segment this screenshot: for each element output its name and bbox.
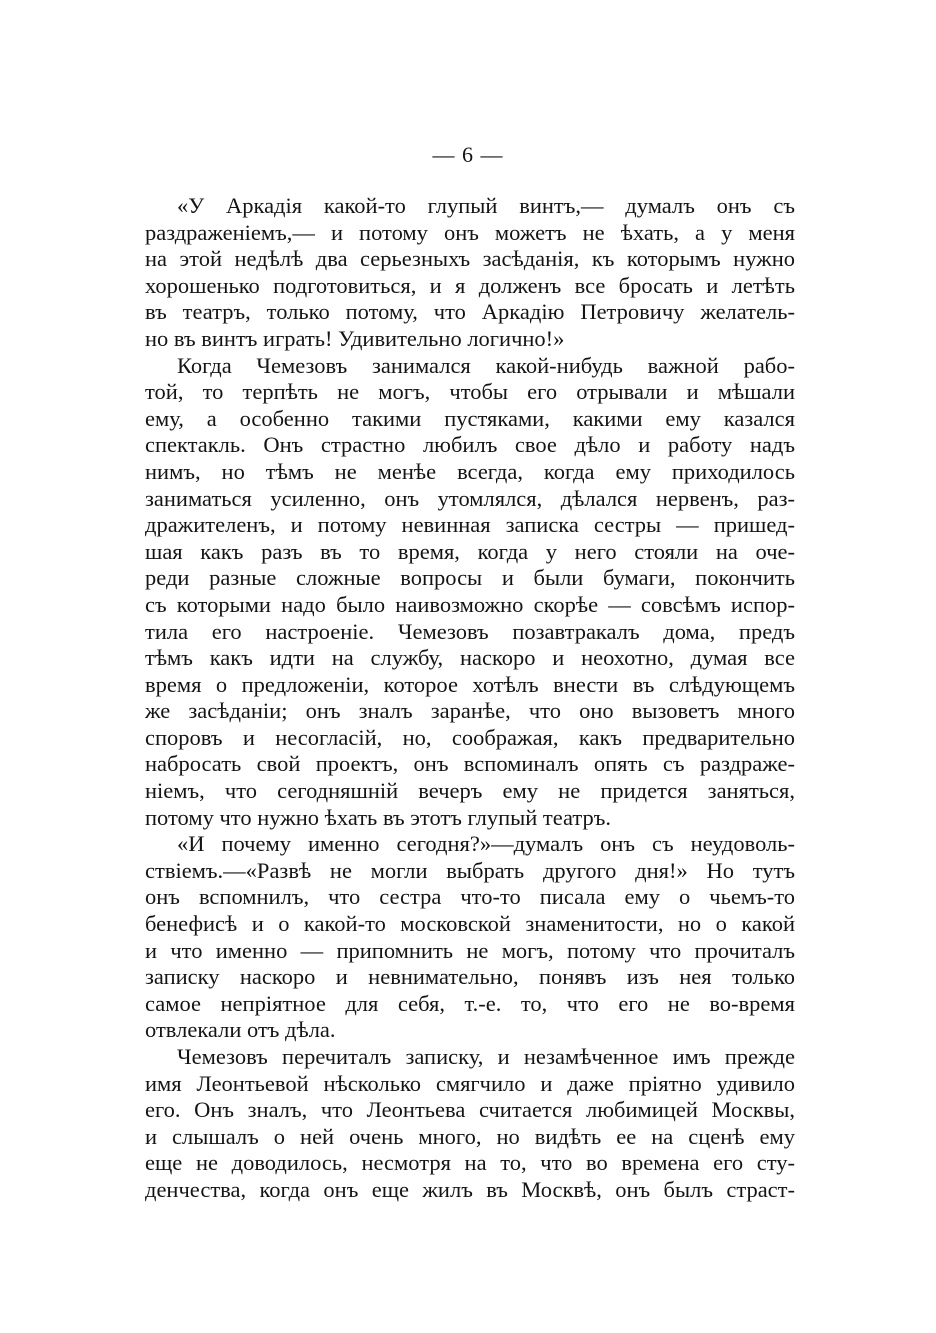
text-line: самое непріятное для себя, т.-е. то, что его не во-время [145, 990, 795, 1016]
text-line: еще не доводилось, несмотря на то, что во времена его сту- [145, 1150, 795, 1176]
text-line: онъ вспомнилъ, что сестра что-то писала ему о чьемъ-то [145, 884, 795, 910]
text-line: заниматься усиленно, онъ утомлялся, дѣлался нервенъ, раз- [145, 485, 795, 511]
paragraph-3 [145, 831, 795, 1044]
text-line: же засѣданіи; онъ зналъ заранѣе, что оно вызоветъ много [145, 698, 795, 724]
text-line: реди разные сложные вопросы и были бумаги, покончить [145, 565, 795, 591]
text-line: записку наскоро и невнимательно, понявъ изъ нея только [145, 964, 795, 990]
text-line: ніемъ, что сегодняшній вечеръ ему не придется заняться, [145, 778, 795, 804]
paragraph-1 [145, 193, 795, 353]
text-line: тѣмъ какъ идти на службу, наскоро и неохотно, думая все [145, 645, 795, 671]
text-line: спектакль. Онъ страстно любилъ свое дѣло и работу надъ [145, 432, 795, 458]
text-line: отвлекали отъ дѣла. [145, 1017, 336, 1043]
text-line: тила его настроеніе. Чемезовъ позавтракалъ дома, предъ [145, 618, 795, 644]
text-line: денчества, когда онъ еще жилъ въ Москвѣ, онъ былъ страст- [145, 1176, 795, 1202]
text-line: Когда Чемезовъ занимался какой-нибудь важной рабо- [177, 352, 795, 378]
text-line: и слышалъ о ней очень много, но видѣть ее на сценѣ ему [145, 1123, 795, 1149]
text-line: но въ винтъ играть! Удивительно логично!» [145, 325, 565, 351]
text-line: «И почему именно сегодня?»—думалъ онъ съ неудоволь- [177, 831, 795, 857]
text-line: имя Леонтьевой нѣсколько смягчило и даже пріятно удивило [145, 1070, 795, 1096]
text-line: Чемезовъ перечиталъ записку, и незамѣченное имъ прежде [177, 1044, 795, 1069]
text-line: бенефисѣ и о какой-то московской знаменитости, но о какой [145, 911, 795, 937]
text-line: нимъ, но тѣмъ не менѣе всегда, когда ему приходилось [145, 458, 795, 484]
text-line: той, то терпѣть не могъ, чтобы его отрывали и мѣшали [145, 379, 795, 405]
text-line: шая какъ разъ въ то время, когда у него стояли на оче- [145, 538, 795, 564]
text-line: ему, а особенно такими пустяками, какими ему казался [145, 405, 795, 431]
paragraph-2 [145, 353, 795, 832]
text-line: раздраженіемъ,— и потому онъ можетъ не ѣхать, а у меня [145, 219, 795, 245]
text-line: и что именно — припомнить не могъ, потому что прочиталъ [145, 937, 795, 963]
text-line: «У Аркадія какой-то глупый винтъ,— думалъ онъ съ [177, 193, 795, 218]
text-line: набросать свой проектъ, онъ вспоминалъ опять съ раздраже- [145, 751, 795, 777]
text-line: время о предложеніи, которое хотѣлъ внести въ слѣдующемъ [145, 671, 795, 697]
text-line: потому что нужно ѣхать въ этотъ глупый театръ. [145, 804, 612, 830]
text-line: дражителенъ, и потому невинная записка сестры — пришед- [145, 512, 795, 538]
body-text [145, 193, 795, 1204]
text-line: хорошенько подготовиться, и я долженъ все бросать и летѣть [145, 272, 795, 298]
text-line: ствіемъ.—«Развѣ не могли выбрать другого дня!» Но тутъ [145, 857, 795, 883]
text-line: съ которыми надо было наивозможно скорѣе — совсѣмъ испор- [145, 591, 795, 617]
paragraph-4 [145, 1044, 795, 1204]
text-line: въ театръ, только потому, что Аркадію Петровичу желатель- [145, 299, 795, 325]
page-number: — 6 — [432, 142, 504, 167]
text-line: споровъ и несогласій, но, соображая, какъ предварительно [145, 724, 795, 750]
text-line: на этой недѣлѣ два серьезныхъ засѣданія, къ которымъ нужно [145, 246, 795, 272]
text-line: его. Онъ зналъ, что Леонтьева считается любимицей Москвы, [145, 1097, 795, 1123]
